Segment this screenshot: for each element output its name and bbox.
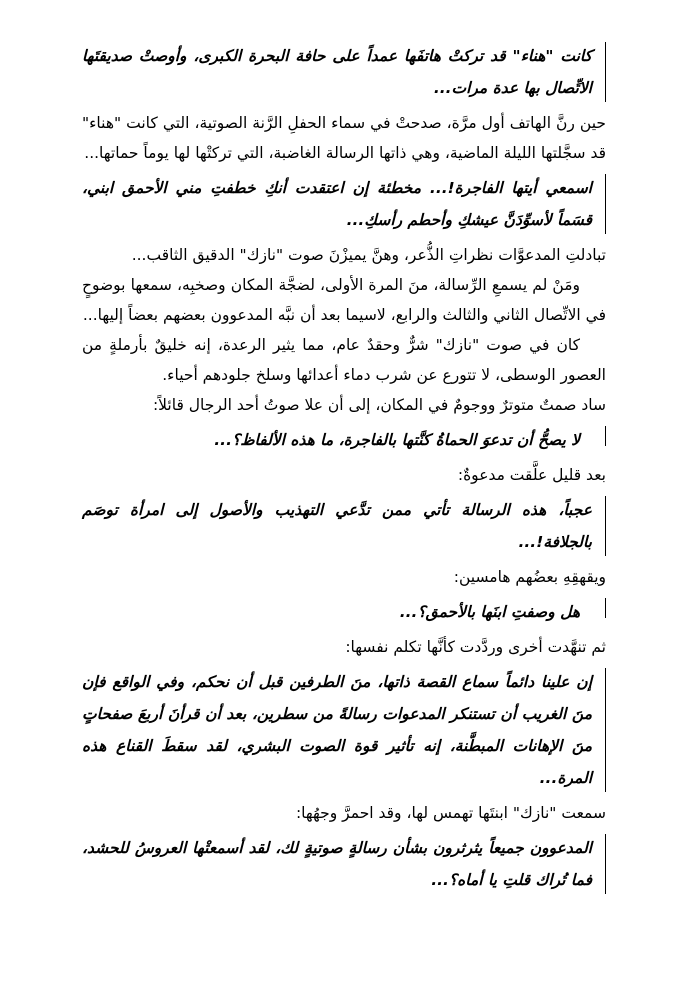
quote-both-sides: إن علينا دائماً سماع القصة ذاتها، منَ الطرفين قبل أن نحكم، وفي الواقع فإن منَ الغريب أن تستنكر المدعوات رسالةً من سطرين، بعد أن قرأنَ أربعَ صفحاتٍ منَ الإهانات المبطَّنة، إنه تأثير قوة الصوت البشري، لقد سقطَ القناع هذه المرة... — [82, 666, 606, 794]
quote-daughter-words: المدعوون جميعاً يثرثرون بشأن رسالةٍ صوتيةٍ لك، لقد أسمعتْها العروسُ للحشد، فما تُراك قلتِ يا أماه؟... — [82, 832, 606, 896]
paragraph-another-sighed: ثم تنهَّدت أخرى وردَّدت كأنَّها تكلم نفسها: — [345, 638, 606, 656]
paragraph-voice-description: كان في صوت "نازك" شرٌّ وحقدٌ عام، مما يثير الرعدة، إنه خليقٌ بأرملةٍ من العصور الوسطى، لا تتورع عن شرب دماء أعدائها وسلخ جلودهم أحياء. — [82, 336, 606, 384]
paragraph-heard-message-again: ومَنْ لم يسمعِ الرِّسالة، منَ المرة الأولى، لضجَّة المكان وصخبِه، سمعها بوضوحٍ في الاتِّصال الثاني والثالث والرابع، لاسيما بعد أن نبَّه المدعوون بعضهم بعضاً إليها... — [82, 276, 606, 324]
paragraph-guests-exchanged-glances: تبادلتِ المدعوَّات نظراتِ الذُّعر، وهنَّ يميزْنَ صوت "نازك" الدقيق الثاقب... — [131, 246, 606, 264]
quote-hanaa-left-phone: كانت "هناء" قد تركتْ هاتفَها عمداً على حافة البحرة الكبرى، وأوصتْ صديقتَها الاتِّصال بها عدة مرات... — [82, 40, 606, 104]
paragraph-phone-rang: حين رنَّ الهاتف أول مرَّة، صدحتْ في سماء الحفلِ الرَّنة الصوتية، التي كانت "هناء" قد سجَّلتها الليلة الماضية، وهي ذاتها الرسالة الغاضبة، التي تركتْها لها يوماً حماتها... — [82, 114, 606, 162]
paragraph-guest-remarked: بعد قليل علَّقت مدعوةٌ: — [457, 466, 606, 484]
paragraph-silence: ساد صمتٌ متوترٌ ووجومٌ في المكان، إلى أن علا صوتُ أحد الرجال قائلاً: — [152, 396, 606, 414]
paragraph-daughter-whispered: سمعت "نازك" ابنتَها تهمس لها، وقد احمرَّ وجهُها: — [295, 804, 606, 822]
quote-guest-remark: عجباً، هذه الرسالة تأتي ممن تدَّعي التهذيب والأصول إلى امرأة توصَم بالجلافة!... — [82, 494, 606, 558]
paragraph-whispering: ويقهقِهِ بعضُهم هامسين: — [453, 568, 606, 586]
document-page — [82, 36, 606, 900]
quote-whisper: هل وصفتِ ابنَها بالأحمق؟... — [82, 596, 606, 628]
quote-man-comment: لا يصحُّ أن تدعوَ الحماةُ كنَّتها بالفاجرة، ما هذه الألفاظ؟... — [82, 424, 606, 456]
quote-mother-in-law-message: اسمعي أيتها الفاجرة!... مخطئة إن اعتقدت أنكِ خطفتِ مني الأحمق ابني، قسَماً لأسوِّدَنَّ عيشكِ وأحطم رأسكِ... — [82, 172, 606, 236]
